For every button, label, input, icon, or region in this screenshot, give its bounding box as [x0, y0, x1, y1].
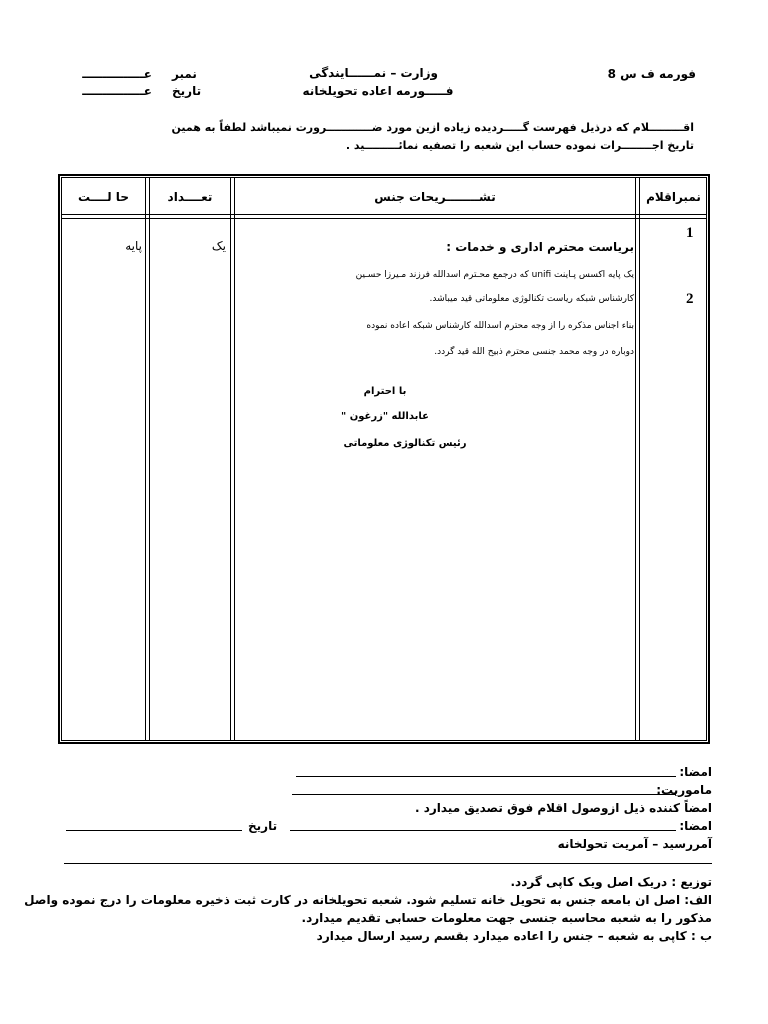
row-number-2: 2: [686, 291, 694, 307]
officer-line: [292, 794, 676, 795]
letter-line-3: بناء اجناس مذکره را از وجه محترم اسدالله کارشناس شبکه اعاده نموده: [366, 321, 634, 331]
header-divider: [61, 214, 707, 215]
header-description: تشــــــــريحات جنس: [374, 190, 496, 204]
distribution-title: توزيع : دريک اصل ويک کاپی گردد.: [510, 875, 712, 889]
signature-line-2: [290, 830, 676, 831]
letter-signer: عابدالله "زرغون ": [341, 411, 429, 422]
section-divider: [64, 863, 712, 864]
items-table: [61, 177, 707, 741]
form-code: فورمه ف س 8: [607, 67, 696, 81]
number-field: عـــــــــــــــ: [82, 67, 152, 81]
distribution-line-a2: مذکور را به شعبه محاسبه جنسی جهت معلومات حسابی تقديم ميدارد.: [301, 911, 712, 925]
distribution-line-a1: الف: اصل ان بامعه جنس به تحويل خانه تسليم شود. شعبه تحويلخانه در کارت ثبت ذخيره معلومات را درج نموده واصل: [24, 893, 712, 907]
header-quantity: تعــــداد: [167, 190, 213, 204]
header-divider-2: [61, 218, 707, 219]
letter-heading: بریاست محترم اداری و خدمات :: [446, 240, 634, 254]
number-label: نمبر: [172, 67, 197, 81]
header-item-number: نمبراقلام: [646, 190, 701, 204]
manager-label: آمررسيد – آمريت تحولخانه: [557, 837, 712, 851]
signature-line-1: [296, 776, 676, 777]
signature-date-line: [66, 830, 242, 831]
ministry-label: وزارت – نمــــــايندگی: [309, 66, 438, 80]
date-label: تاريخ: [172, 84, 202, 98]
letter-line-1: یک پایه اکسس پـاینت unifi که درجمع محـترم اسدالله فرزند مـیرزا حسـین: [355, 270, 634, 280]
letter-closing: با احترام: [363, 386, 407, 397]
col-divider-desc-2: [639, 177, 640, 741]
confirm-text: امضاً کننده ذيل ازوصول اقلام فوق تصديق ميدارد .: [414, 801, 712, 815]
col-divider-status-2: [149, 177, 150, 741]
col-divider-qty: [230, 177, 231, 741]
intro-line-2: تاريخ اجــــــــرات نموده حساب اين شعبه را تصفيه نمائـــــــــيد .: [345, 139, 694, 152]
letter-signer-title: رئیس تکنالوژی معلوماتی: [343, 438, 467, 449]
officer-label: ماموریت:: [656, 783, 712, 797]
signature-label-2: امضا:: [679, 819, 712, 833]
form-title: فـــــورمه اعاده تحويلخانه: [302, 84, 454, 98]
distribution-line-b: ب : کاپی به شعبه – جنس را اعاده ميدارد بقسم رسيد ارسال ميدارد: [316, 929, 712, 943]
status-value: پايه: [125, 239, 142, 253]
intro-line-1: اقـــــــــلام که درذيل فهرست گـــــرديده زياده ازين مورد ضــــــــــــرورت نميباشد لطفاً به همين: [171, 121, 694, 134]
quantity-value: يک: [211, 239, 226, 253]
date-field: عـــــــــــــــ: [82, 84, 152, 98]
col-divider-status: [145, 177, 146, 741]
signature-date-label: تاريخ: [248, 819, 278, 833]
col-divider-desc: [635, 177, 636, 741]
letter-line-4: دوباره در وجه محمد جنسی محترم ذبیح الله قید گردد.: [434, 347, 634, 357]
row-number-1: 1: [686, 225, 694, 241]
header-status: حا لــــت: [78, 190, 129, 204]
letter-line-2: کارشناس شبکه ریاست تکنالوژی معلوماتی قید میباشد.: [429, 294, 634, 304]
signature-label-1: امضا:: [679, 765, 712, 779]
col-divider-qty-2: [234, 177, 235, 741]
